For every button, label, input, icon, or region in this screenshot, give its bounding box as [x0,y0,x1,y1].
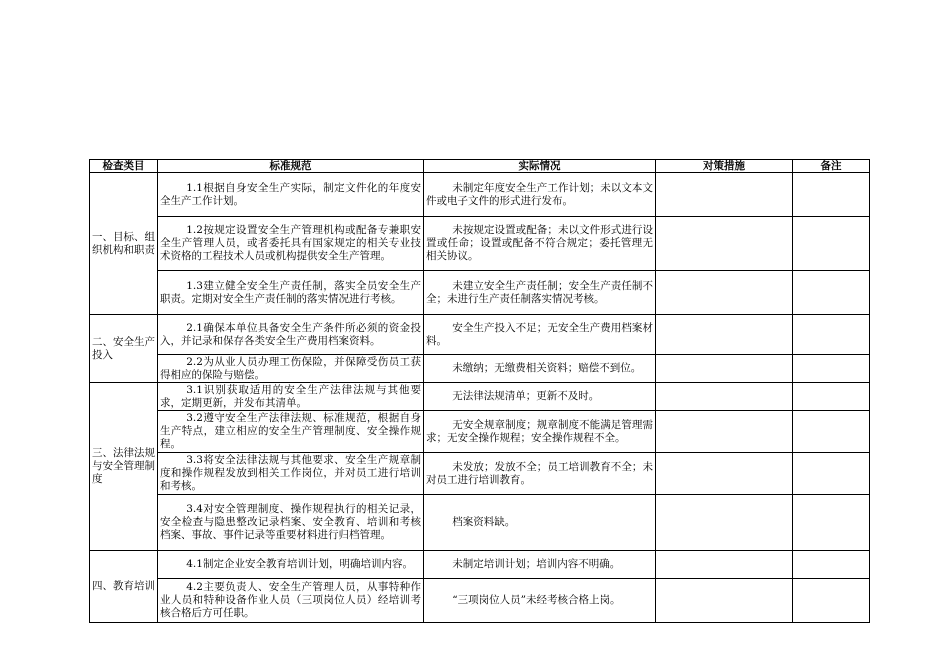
standard-cell: 2.1确保本单位具备安全生产条件所必须的资金投入，并记录和保存各类安全生产费用档案资料。 [158,315,424,355]
remarks-cell [793,495,870,551]
measures-cell [656,355,793,383]
standard-cell: 4.2主要负责人、安全生产管理人员，从事特种作业人员和特种设备作业人员（三项岗位人员）经培训考核合格后方可任职。 [158,579,424,623]
remarks-cell [793,579,870,623]
measures-cell [656,411,793,453]
remarks-cell [793,271,870,315]
actual-cell: 无安全规章制度；规章制度不能满足管理需求；无安全操作规程；安全操作规程不全。 [424,411,656,453]
measures-cell [656,315,793,355]
remarks-cell [793,355,870,383]
standard-cell: 1.3建立健全安全生产责任制，落实全员安全生产职责。定期对安全生产责任制的落实情况进行考核。 [158,271,424,315]
category-cell: 三、法律法规与安全管理制度 [90,383,158,551]
standard-cell: 3.4对安全管理制度、操作规程执行的相关记录，安全检查与隐患整改记录档案、安全教育、培训和考核档案、事故、事件记录等重要材料进行归档管理。 [158,495,424,551]
actual-cell: 未建立安全生产责任制；安全生产责任制不全；未进行生产责任制落实情况考核。 [424,271,656,315]
measures-cell [656,383,793,411]
table-row [90,217,870,271]
table-row [90,271,870,315]
measures-cell [656,579,793,623]
category-cell: 二、安全生产投入 [90,315,158,383]
category-cell: 四、教育培训 [90,551,158,623]
safety-inspection-table [89,159,870,623]
remarks-cell [793,173,870,217]
remarks-cell [793,551,870,579]
header-standard: 标准规范 [158,160,424,173]
table-row [90,411,870,453]
standard-cell: 3.2遵守安全生产法律法规、标准规范，根据自身生产特点，建立相应的安全生产管理制度、安全操作规程。 [158,411,424,453]
measures-cell [656,173,793,217]
standard-cell: 1.2按规定设置安全生产管理机构或配备专兼职安全生产管理人员，或者委托具有国家规定的相关专业技术资格的工程技术人员或机构提供安全生产管理。 [158,217,424,271]
remarks-cell [793,453,870,495]
table-row [90,315,870,355]
remarks-cell [793,315,870,355]
actual-cell: “三项岗位人员”未经考核合格上岗。 [424,579,656,623]
table-row [90,551,870,579]
table-row [90,579,870,623]
table-header-row [90,160,870,173]
standard-cell: 1.1根据自身安全生产实际，制定文件化的年度安全生产工作计划。 [158,173,424,217]
measures-cell [656,453,793,495]
standard-cell: 3.3将安全法律法规与其他要求、安全生产规章制度和操作规程发放到相关工作岗位，并对员工进行培训和考核。 [158,453,424,495]
remarks-cell [793,217,870,271]
measures-cell [656,495,793,551]
actual-cell: 未按规定设置或配备；未以文件形式进行设置或任命；设置或配备不符合规定；委托管理无相关协议。 [424,217,656,271]
remarks-cell [793,383,870,411]
measures-cell [656,551,793,579]
standard-cell: 2.2为从业人员办理工伤保险，并保障受伤员工获得相应的保险与赔偿。 [158,355,424,383]
actual-cell: 未制定培训计划；培训内容不明确。 [424,551,656,579]
category-cell: 一、目标、组织机构和职责 [90,173,158,315]
actual-cell: 未发放；发放不全；员工培训教育不全；未对员工进行培训教育。 [424,453,656,495]
actual-cell: 无法律法规清单；更新不及时。 [424,383,656,411]
header-measures: 对策措施 [656,160,793,173]
actual-cell: 未制定年度安全生产工作计划；未以文本文件或电子文件的形式进行发布。 [424,173,656,217]
actual-cell: 档案资料缺。 [424,495,656,551]
remarks-cell [793,411,870,453]
measures-cell [656,217,793,271]
table-row [90,495,870,551]
measures-cell [656,271,793,315]
table-row [90,383,870,411]
table-row [90,355,870,383]
header-actual: 实际情况 [424,160,656,173]
table-row [90,173,870,217]
header-category: 检查类目 [90,160,158,173]
table-row [90,453,870,495]
standard-cell: 3.1识别获取适用的安全生产法律法规与其他要求，定期更新，并发布其清单。 [158,383,424,411]
standard-cell: 4.1制定企业安全教育培训计划，明确培训内容。 [158,551,424,579]
actual-cell: 安全生产投入不足；无安全生产费用档案材料。 [424,315,656,355]
header-remarks: 备注 [793,160,870,173]
actual-cell: 未缴纳；无缴费相关资料；赔偿不到位。 [424,355,656,383]
